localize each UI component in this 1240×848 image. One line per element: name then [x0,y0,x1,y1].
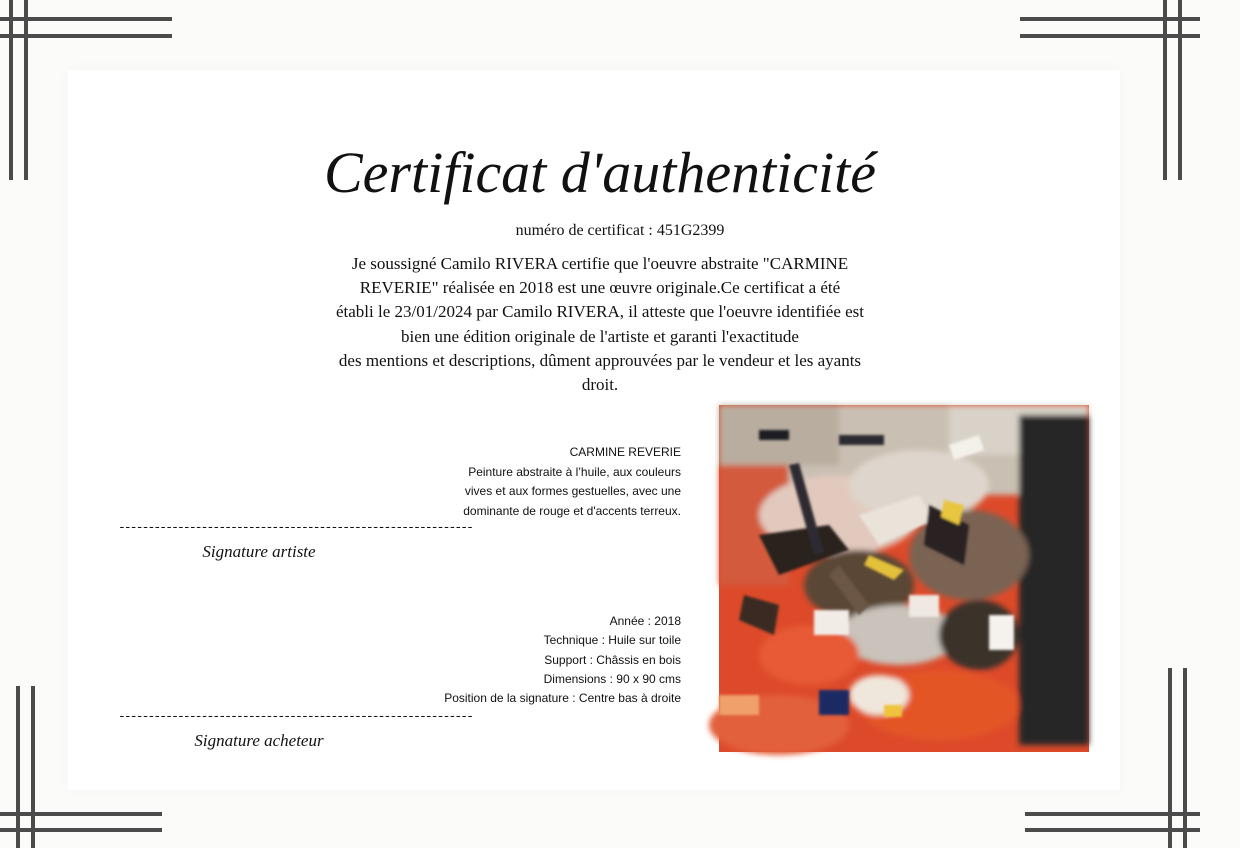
buyer-signature-label: Signature acheteur [194,731,324,750]
certificate-title: Certificat d'authenticité [323,140,877,205]
detail-year: Année : 2018 [609,614,681,628]
artwork-details [380,612,681,708]
detail-support: Support : Châssis en bois [544,652,681,667]
artwork-name: CARMINE REVERIE [569,445,681,459]
detail-dimensions: Dimensions : 90 x 90 cms [543,671,681,686]
description-line: dominante de rouge et d'accents terreux. [463,503,681,518]
certification-statement [300,252,900,397]
artist-signature-line: ------------------------------------------------------------ [118,520,473,535]
description-line: vives et aux formes gestuelles, avec une [464,484,681,498]
statement-line: droit. [581,375,619,395]
detail-signature-position: Position de la signature : Centre bas à droite [444,691,681,706]
detail-technique: Technique : Huile sur toile [543,633,681,648]
statement-line: bien une édition originale de l'artiste et garanti l'exactitude [401,326,799,346]
artwork-painting-image [719,405,1089,752]
description-line: Peinture abstraite à l’huile, aux couleurs [468,464,681,479]
artist-signature-label: Signature artiste [202,542,316,561]
statement-line: établi le 23/01/2024 par Camilo RIVERA, il atteste que l'oeuvre identifiée est [335,302,865,322]
statement-line: des mentions et descriptions, dûment approuvées par le vendeur et les ayants [338,350,862,370]
certificate-number: numéro de certificat : 451G2399 [515,222,725,239]
statement-line: REVERIE" réalisée en 2018 est une œuvre originale.Ce certificat a été [359,278,841,298]
artwork-description [380,443,681,521]
statement-line: Je soussigné Camilo RIVERA certifie que l'oeuvre abstraite "CARMINE [351,254,849,273]
buyer-signature-line: ------------------------------------------------------------ [118,709,473,724]
